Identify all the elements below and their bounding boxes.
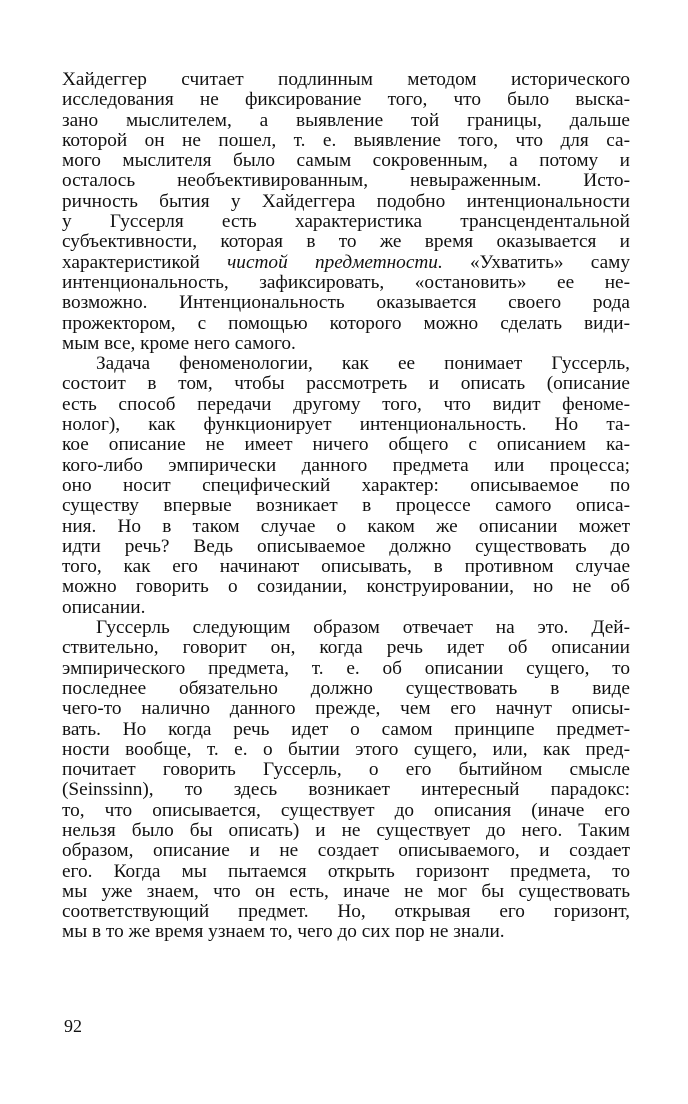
text-line: [62, 354, 630, 374]
text-line: [62, 902, 630, 922]
text-segment: ричность бытия у Хайдеггера подобно интенциональности: [62, 190, 630, 212]
text-line: [62, 192, 630, 212]
text-line: [62, 841, 630, 861]
text-line: [62, 699, 630, 719]
text-line: [62, 374, 630, 394]
text-line: [62, 90, 630, 110]
text-line: [62, 456, 630, 476]
text-line: [62, 496, 630, 516]
text-line: [62, 151, 630, 171]
text-line: [62, 232, 630, 252]
text-segment: можно говорить о созидании, конструировании, но не об: [62, 576, 630, 598]
text-line: [62, 821, 630, 841]
text-line: [62, 273, 630, 293]
text-segment: Задача феноменологии, как ее понимает Гуссерль,: [96, 353, 630, 375]
paragraph-3: [62, 618, 630, 943]
text-segment: образом, описание и не создает описываемого, и создает: [62, 840, 630, 862]
text-segment: у Гуссерля есть характеристика трансцендентальной: [62, 211, 630, 233]
text-line: [62, 435, 630, 455]
text-line: [62, 253, 630, 273]
text-segment: (Seinssinn), то здесь возникает интересный парадокс:: [62, 779, 630, 801]
text-line: [62, 111, 630, 131]
text-line: [62, 862, 630, 882]
text-line: [62, 395, 630, 415]
text-line: [62, 740, 630, 760]
text-segment: почитает говорить Гуссерль, о его бытийном смысле: [62, 759, 630, 781]
text-line: [62, 334, 630, 354]
text-line: [62, 659, 630, 679]
text-segment: прожектором, с помощью которого можно сделать види-: [62, 312, 630, 334]
text-line: [62, 801, 630, 821]
text-segment: описании.: [62, 596, 146, 618]
text-segment: ствительно, говорит он, когда речь идет об описании: [62, 637, 630, 659]
text-segment: чистой предметности.: [227, 251, 443, 273]
text-segment: последнее обязательно должно существовать в виде: [62, 677, 630, 699]
text-segment: мы в то же время узнаем то, чего до сих пор не знали.: [62, 921, 505, 943]
text-segment: интенциональность, зафиксировать, «остановить» ее не-: [62, 271, 630, 293]
text-segment: состоит в том, чтобы рассмотреть и описать (описание: [62, 373, 630, 395]
text-segment: зано мыслителем, а выявление той границы, дальше: [62, 109, 630, 131]
text-segment: мого мыслителя было самым сокровенным, а потому и: [62, 150, 630, 172]
text-segment: идти речь? Ведь описываемое должно существовать до: [62, 535, 630, 557]
text-segment: «Ухватить» саму: [442, 251, 630, 273]
text-line: [62, 212, 630, 232]
text-segment: нельзя было бы описать) и не существует до него. Таким: [62, 819, 630, 841]
paragraph-1: [62, 70, 630, 354]
text-line: [62, 314, 630, 334]
text-segment: Хайдеггер считает подлинным методом исторического: [62, 69, 630, 90]
text-segment: ности вообще, т. е. о бытии этого сущего, или, как пред-: [62, 738, 630, 760]
text-line: [62, 70, 630, 90]
text-line: [62, 415, 630, 435]
text-segment: субъективности, которая в то же время оказывается и: [62, 231, 630, 253]
text-segment: кое описание не имеет ничего общего с описанием ка-: [62, 434, 630, 456]
text-segment: оно носит специфический характер: описываемое по: [62, 474, 630, 496]
page-body: [62, 70, 630, 943]
text-segment: мым все, кроме него самого.: [62, 332, 296, 354]
text-segment: ния. Но в таком случае о каком же описании может: [62, 515, 630, 537]
text-segment: осталось необъективированным, невыраженным. Исто-: [62, 170, 630, 192]
text-segment: исследования не фиксирование того, что было выска-: [62, 89, 630, 111]
text-segment: вать. Но когда речь идет о самом принципе предмет-: [62, 718, 630, 740]
text-line: [62, 131, 630, 151]
text-segment: то, что описывается, существует до описания (иначе его: [62, 799, 630, 821]
text-segment: нолог), как функционирует интенциональность. Но та-: [62, 414, 630, 436]
text-segment: Гуссерль следующим образом отвечает на это. Дей-: [96, 617, 630, 639]
paragraph-2: [62, 354, 630, 618]
text-segment: того, как его начинают описывать, в противном случае: [62, 556, 630, 578]
text-line: [62, 598, 630, 618]
text-segment: которой он не пошел, т. е. выявление того, что для са-: [62, 129, 630, 151]
text-segment: его. Когда мы пытаемся открыть горизонт предмета, то: [62, 860, 630, 882]
text-line: [62, 679, 630, 699]
text-line: [62, 557, 630, 577]
text-segment: чего-то налично данного прежде, чем его начнут описы-: [62, 698, 630, 720]
text-segment: возможно. Интенциональность оказывается своего рода: [62, 292, 630, 314]
text-line: [62, 476, 630, 496]
text-line: [62, 577, 630, 597]
page-number: 92: [64, 1016, 82, 1036]
text-line: [62, 780, 630, 800]
text-line: [62, 517, 630, 537]
text-line: [62, 638, 630, 658]
text-segment: эмпирического предмета, т. е. об описании сущего, то: [62, 657, 630, 679]
text-segment: соответствующий предмет. Но, открывая его горизонт,: [62, 901, 630, 923]
text-segment: существу впервые возникает в процессе самого описа-: [62, 495, 630, 517]
text-line: [62, 760, 630, 780]
text-segment: характеристикой: [62, 251, 228, 273]
text-line: [62, 171, 630, 191]
text-segment: мы уже знаем, что он есть, иначе не мог бы существовать: [62, 880, 630, 902]
text-line: [62, 922, 630, 942]
text-line: [62, 720, 630, 740]
text-line: [62, 882, 630, 902]
text-line: [62, 293, 630, 313]
text-line: [62, 618, 630, 638]
text-segment: есть способ передачи другому того, что видит феноме-: [62, 393, 630, 415]
text-segment: кого-либо эмпирически данного предмета или процесса;: [62, 454, 630, 476]
text-line: [62, 537, 630, 557]
